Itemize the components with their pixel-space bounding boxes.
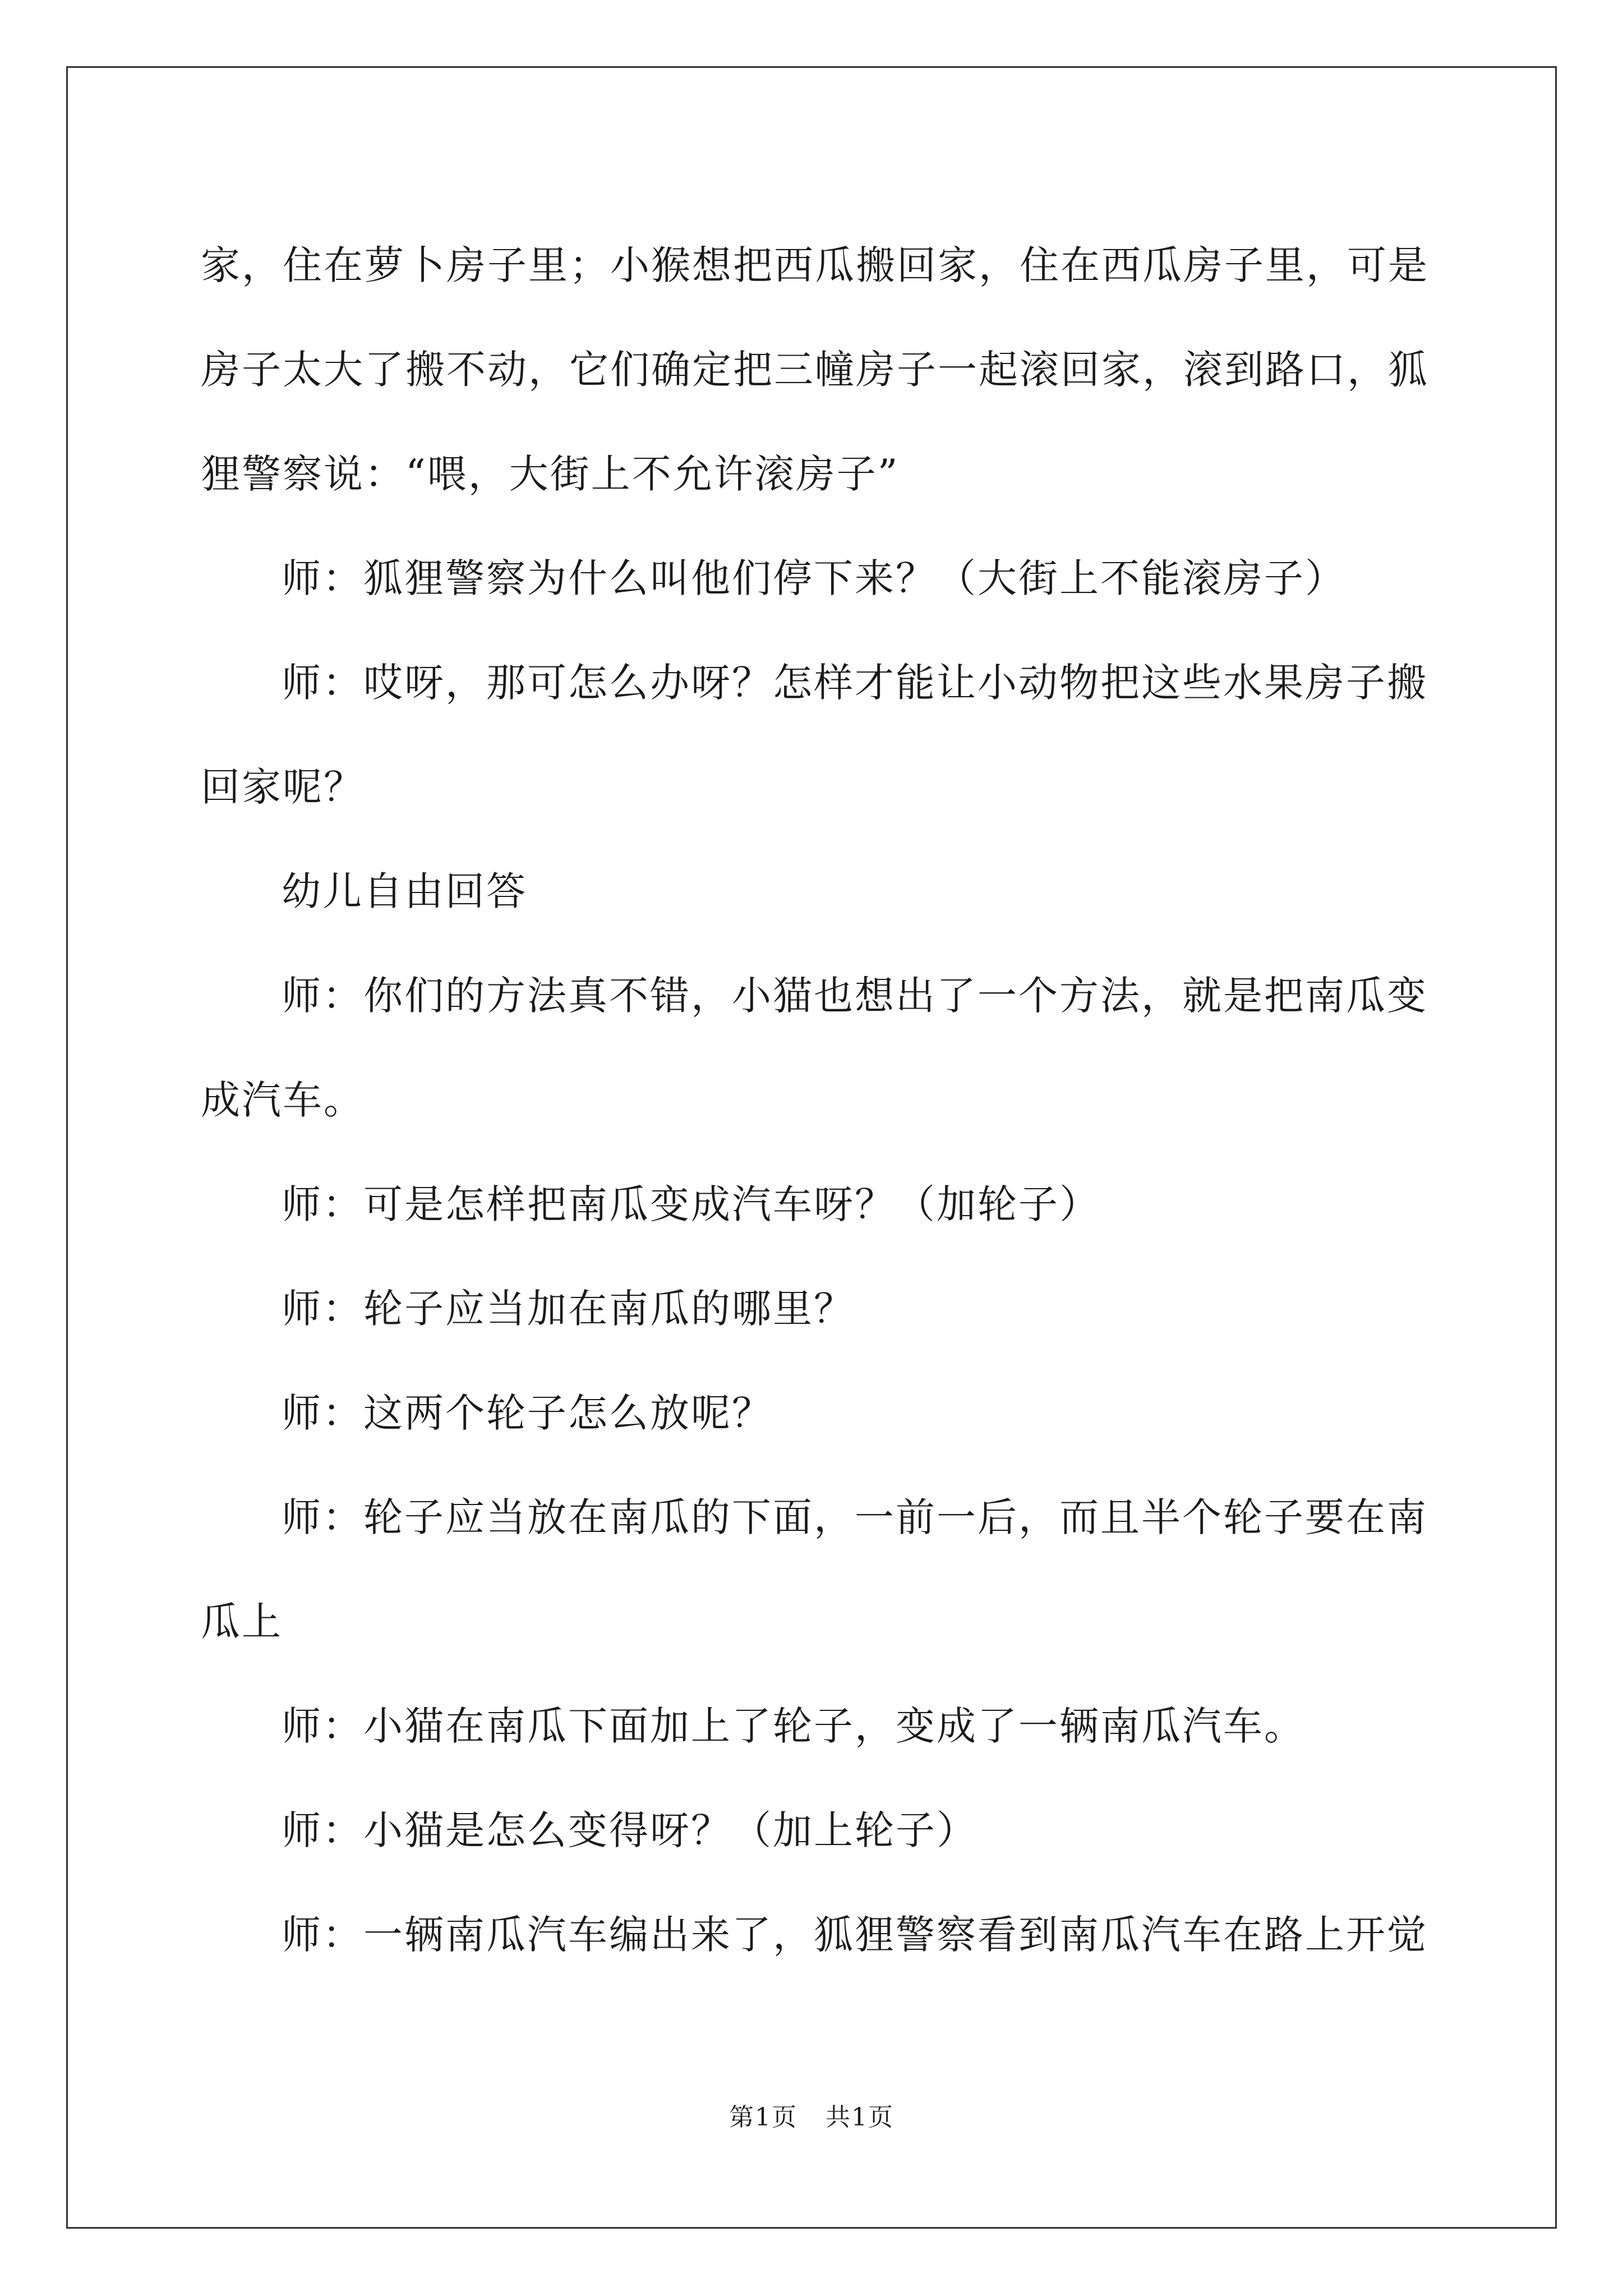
text-line: 成汽车。 [201, 1077, 365, 1123]
text-line: 瓜上 [201, 1599, 283, 1645]
paragraph [201, 1257, 1435, 1361]
text-line: 狸警察说：“喂，大街上不允许滚房子” [201, 451, 900, 497]
paragraph [201, 1465, 1435, 1674]
paragraph [201, 1778, 1435, 1883]
paragraph [201, 1883, 1435, 1987]
paragraph [201, 526, 1435, 631]
document-body [201, 213, 1435, 1987]
paragraph [201, 839, 1435, 944]
text-line: 师：狐狸警察为什么叫他们停下来？（大街上不能滚房子） [282, 555, 1346, 601]
page-number: 第1页 [729, 2103, 797, 2132]
text-line: 师：你们的方法真不错，小猫也想出了一个方法，就是把南瓜变 [282, 973, 1428, 1019]
text-line: 师：这两个轮子怎么放呢？ [282, 1390, 773, 1436]
page-footer [0, 2101, 1623, 2134]
text-line: 师：哎呀，那可怎么办呀？怎样才能让小动物把这些水果房子搬 [282, 660, 1428, 706]
text-line: 师：轮子应当放在南瓜的下面，一前一后，而且半个轮子要在南 [282, 1494, 1428, 1540]
text-line: 师：一辆南瓜汽车编出来了，狐狸警察看到南瓜汽车在路上开觉 [282, 1912, 1428, 1958]
text-line: 师：轮子应当加在南瓜的哪里？ [282, 1286, 855, 1332]
paragraph [201, 631, 1435, 839]
text-line: 幼儿自由回答 [282, 868, 527, 914]
paragraph [201, 944, 1435, 1152]
text-line: 师：小猫在南瓜下面加上了轮子，变成了一辆南瓜汽车。 [282, 1703, 1305, 1749]
text-line: 师：小猫是怎么变得呀？（加上轮子） [282, 1807, 978, 1853]
text-line: 师：可是怎样把南瓜变成汽车呀？（加轮子） [282, 1181, 1100, 1227]
paragraph [201, 1361, 1435, 1465]
text-line: 回家呢？ [201, 764, 365, 810]
text-line: 家，住在萝卜房子里；小猴想把西瓜搬回家，住在西瓜房子里，可是 [201, 242, 1429, 288]
page-total: 共1页 [826, 2103, 894, 2132]
paragraph [201, 213, 1435, 526]
text-line: 房子太大了搬不动，它们确定把三幢房子一起滚回家，滚到路口，狐 [201, 347, 1429, 393]
paragraph [201, 1674, 1435, 1778]
paragraph [201, 1152, 1435, 1257]
